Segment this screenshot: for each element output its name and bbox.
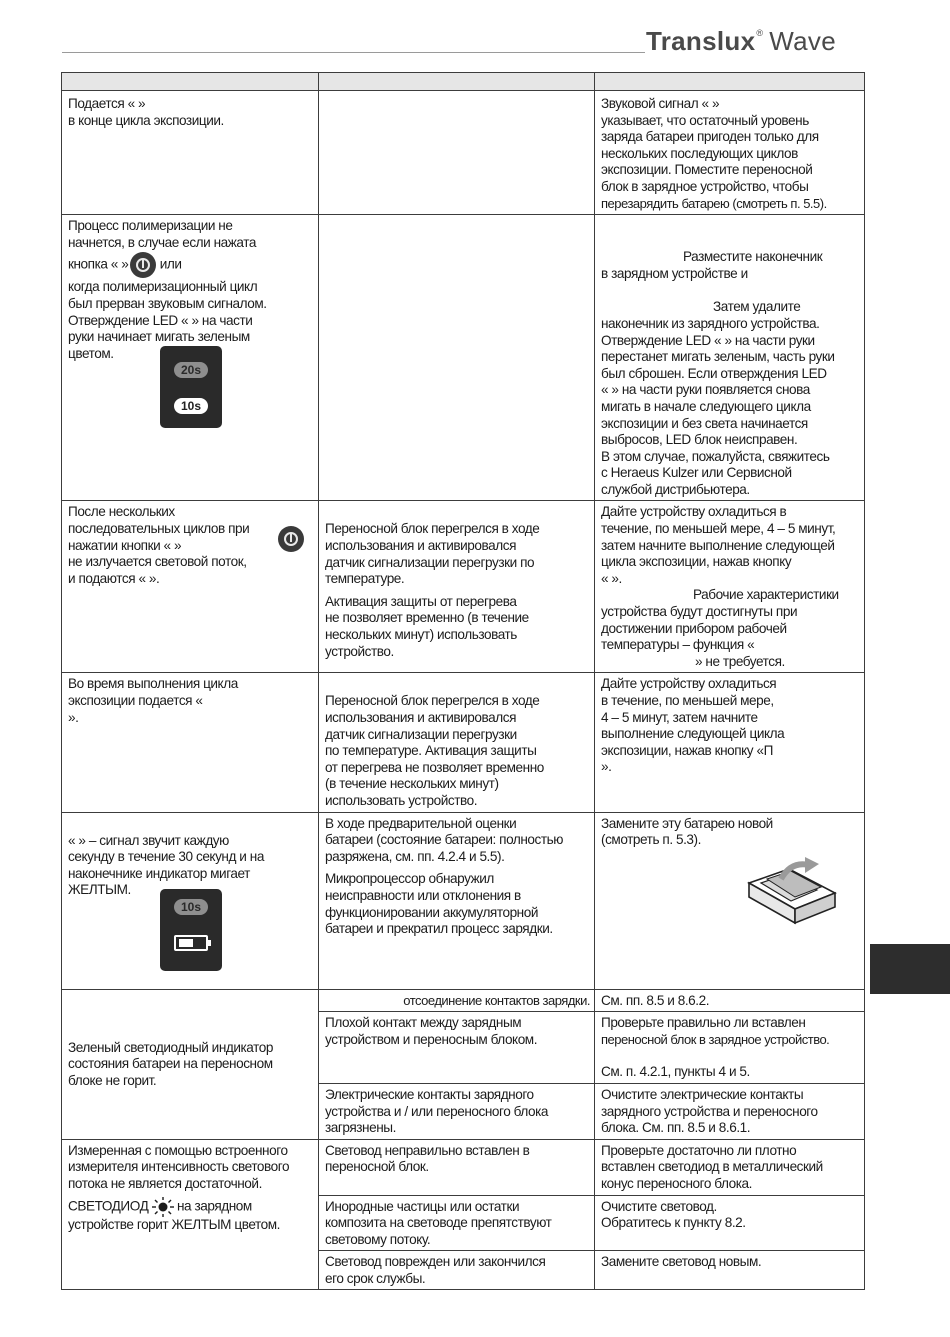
text-line: достижении прибором рабочей <box>601 620 787 636</box>
text-line: 4 – 5 минут, затем начните <box>601 709 758 725</box>
cause-cell <box>319 91 595 215</box>
text-line: экспозиции, нажав кнопку «П <box>601 742 773 758</box>
text-line: датчик сигнализации перегрузки по <box>325 554 535 570</box>
text-line: устройством и переносным блоком. <box>325 1031 538 1047</box>
text-line: его срок службы. <box>325 1270 426 1286</box>
text-line: службой дистрибьютера. <box>601 481 750 497</box>
solution-cell <box>595 91 865 215</box>
solution-cell <box>595 1251 865 1290</box>
table-row <box>62 812 865 989</box>
text-line: Инородные частицы или остатки <box>325 1198 520 1214</box>
text-line: устройство. <box>325 643 394 659</box>
cause-cell <box>319 673 595 812</box>
text-line: Очистите электрические контакты <box>601 1086 804 1102</box>
table-row <box>62 501 865 673</box>
text-line: в зарядном устройстве и <box>601 265 748 281</box>
table-row <box>62 91 865 215</box>
solution-cell <box>595 1012 865 1084</box>
text-line: нескольких минут) использовать <box>325 627 517 643</box>
text-line: экспозиции и без света начинается <box>601 415 808 431</box>
battery-replace-illustration-icon <box>747 857 839 937</box>
text-line: Разместите наконечник <box>683 249 823 265</box>
text-line: температуре. <box>325 571 405 587</box>
problem-cell <box>62 673 319 812</box>
text-line: начнется, в случае если нажата <box>68 234 256 250</box>
text-line: батареи и прекратил процесс зарядки. <box>325 921 553 937</box>
text-line: Затем удалите <box>713 299 801 315</box>
text-line: нескольких последующих циклов <box>601 145 798 161</box>
text-line: температуры – функция « <box>601 637 755 653</box>
text-line: В ходе предварительной оценки <box>325 815 517 831</box>
text-line: блоке не горит. <box>68 1072 157 1088</box>
text-line: Измеренная с помощью встроенного <box>68 1142 288 1158</box>
text-line: Обратитесь к пункту 8.2. <box>601 1215 746 1231</box>
text-line: в течение, по меньшей мере, <box>601 693 774 708</box>
problem-cell <box>62 989 319 1139</box>
cause-cell <box>319 1012 595 1084</box>
text-line: выбросов, LED блок неисправен. <box>601 432 798 448</box>
solution-cell <box>595 1195 865 1251</box>
header-cause <box>319 73 595 91</box>
text-line: Дайте устройству охладиться в <box>601 504 787 520</box>
text-line: кнопка « » <box>68 256 129 272</box>
text-line: Проверьте достаточно ли плотно <box>601 1142 797 1158</box>
text-line: датчик сигнализации перегрузки <box>325 726 517 742</box>
timer-10s-label: 10s <box>174 398 208 414</box>
text-line: устройства и / или переносного блока <box>325 1103 549 1119</box>
text-line: по температуре. Активация защиты <box>325 743 537 759</box>
cause-cell <box>319 1083 595 1139</box>
text-line: ». <box>601 759 612 775</box>
text-line: Переносной блок перегрелся в ходе <box>325 521 540 537</box>
text-line: цикла экспозиции, нажав кнопку <box>601 554 792 570</box>
text-line: Во время выполнения цикла <box>68 676 238 692</box>
text-line: переносной блок. <box>325 1159 429 1175</box>
text-line: руки начинает мигать зеленым <box>68 329 250 345</box>
text-line: разряжена, см. пп. 4.2.4 и 5.5). <box>325 848 505 864</box>
text-line: батареи (состояние батареи: полностью <box>325 832 564 848</box>
text-line: световому потоку. <box>325 1231 431 1247</box>
text-line: состояния батареи на переносном <box>68 1056 273 1072</box>
solution-cell <box>595 673 865 812</box>
text-line: устройства будут достигнуты при <box>601 604 798 620</box>
text-line: загрязнены. <box>325 1120 396 1136</box>
text-line: Микропроцессор обнаружил <box>325 871 494 887</box>
text-line: перестанет мигать зеленым, часть руки <box>601 349 835 365</box>
solution-cell <box>595 1083 865 1139</box>
text-line: композита на световоде препятствуют <box>325 1215 552 1231</box>
text-line: устройстве горит ЖЕЛТЫМ цветом. <box>68 1216 280 1232</box>
table-row <box>62 673 865 812</box>
cause-cell <box>319 989 595 1012</box>
text-line: затем начните выполнение следующей <box>601 537 835 553</box>
table-row <box>62 215 865 501</box>
text-line: Проверьте правильно ли вставлен <box>601 1015 806 1031</box>
header-problem <box>62 73 319 91</box>
text-line: зарядного устройства и переносного <box>601 1103 818 1119</box>
header-solution <box>595 73 865 91</box>
text-line: Замените световод новым. <box>601 1254 762 1270</box>
text-line: на зарядном <box>176 1198 252 1214</box>
text-line: когда полимеризационный цикл <box>68 279 258 295</box>
cause-cell <box>319 501 595 673</box>
text-line: нажатии кнопки « » <box>68 537 182 553</box>
text-line: мигать в начале следующего цикла <box>601 398 811 414</box>
text-line: Переносной блок перегрелся в ходе <box>325 693 540 709</box>
solution-cell <box>595 812 865 989</box>
text-line: Зеленый светодиодный индикатор <box>68 1039 273 1055</box>
text-line: перезарядить батарею (смотреть п. 5.5). <box>601 195 827 211</box>
text-line: цветом. <box>68 345 114 361</box>
text-line: использования и активировался <box>325 538 516 554</box>
text-line: После нескольких <box>68 504 175 520</box>
solution-cell <box>595 215 865 501</box>
text-line: « » – сигнал звучит каждую <box>68 832 229 848</box>
text-line: течение, по меньшей мере, 4 – 5 минут, <box>601 521 836 537</box>
text-line: отсоединение контактов зарядки. <box>403 992 590 1008</box>
power-button-icon <box>130 252 156 278</box>
text-line: Дайте устройству охладиться <box>601 676 777 692</box>
text-line: См. п. 4.2.1, пункты 4 и 5. <box>601 1064 750 1080</box>
text-line: был сброшен. Если отверждения LED <box>601 365 827 381</box>
header-rule <box>62 52 645 53</box>
timer-10s-label: 10s <box>174 899 208 915</box>
table-row <box>62 989 865 1012</box>
text-line <box>68 252 313 278</box>
text-line: и подаются « ». <box>68 570 160 586</box>
text-line: Очистите световод. <box>601 1198 717 1214</box>
handpiece-display-icon <box>160 346 222 428</box>
text-line: « ». <box>601 570 622 586</box>
led-sun-icon <box>152 1197 174 1217</box>
problem-cell <box>62 1139 319 1290</box>
cause-cell <box>319 812 595 989</box>
text-line <box>68 1197 313 1217</box>
brand-name: Translux <box>646 26 756 56</box>
text-line: секунду в течение 30 секунд и на <box>68 849 264 865</box>
solution-cell <box>595 501 865 673</box>
text-line: указывает, что остаточный уровень <box>601 112 809 128</box>
text-line: измерителя интенсивность светового <box>68 1159 290 1175</box>
text-line <box>68 538 313 555</box>
text-line: Плохой контакт между зарядным <box>325 1015 522 1031</box>
text-line: блока. См. пп. 8.5 и 8.6.1. <box>601 1120 751 1136</box>
text-line: Отверждение LED « » на части <box>68 312 253 328</box>
text-line: функционировании аккумуляторной <box>325 904 538 920</box>
text-line: переносной блок в зарядное устройство. <box>601 1031 830 1047</box>
text-line: блок в зарядное устройство, чтобы <box>601 178 809 194</box>
table-header-row <box>62 73 865 91</box>
text-line: Звуковой сигнал « » <box>601 96 720 111</box>
text-line: » не требуется. <box>695 653 785 669</box>
troubleshooting-table <box>61 72 865 1290</box>
text-line: Электрические контакты зарядного <box>325 1086 534 1102</box>
text-line: вставлен светодиод в металлический <box>601 1159 823 1175</box>
power-button-icon <box>278 526 304 552</box>
text-line: был прерван звуковым сигналом. <box>68 295 267 311</box>
text-line: в конце цикла экспозиции. <box>68 112 224 128</box>
solution-cell <box>595 1139 865 1195</box>
text-line: ЖЕЛТЫМ. <box>68 882 131 898</box>
text-line: выполнение следующей цикла <box>601 726 785 742</box>
text-line: не излучается световой поток, <box>68 554 247 570</box>
text-line: (в течение нескольких минут) <box>325 776 499 792</box>
chapter-tab <box>870 944 950 994</box>
text-line: Активация защиты от перегрева <box>325 593 517 609</box>
text-line: Отверждение LED « » на части руки <box>601 332 815 348</box>
cause-cell <box>319 1139 595 1195</box>
brand-suffix: Wave <box>769 26 836 56</box>
timer-20s-label: 20s <box>174 362 208 378</box>
text-line: экспозиции. Поместите переносной <box>601 162 813 178</box>
table-row <box>62 1139 865 1195</box>
text-line: последовательных циклов при <box>68 521 250 537</box>
cause-cell <box>319 1195 595 1251</box>
text-line: Световод неправильно вставлен в <box>325 1142 530 1158</box>
text-line: от перегрева не позволяет временно <box>325 759 544 775</box>
brand-logo <box>646 26 836 57</box>
cause-cell <box>319 1251 595 1290</box>
text-line: с Heraeus Kulzer или Сервисной <box>601 465 792 481</box>
problem-cell <box>62 501 319 673</box>
text-line: См. пп. 8.5 и 8.6.2. <box>601 992 710 1008</box>
text-line: Замените эту батарею новой <box>601 815 773 831</box>
text-line: СВЕТОДИОД <box>68 1198 149 1214</box>
text-line: потока не является достаточной. <box>68 1175 262 1191</box>
solution-cell <box>595 989 865 1012</box>
text-line: « » на части руки появляется снова <box>601 382 810 398</box>
problem-cell <box>62 215 319 501</box>
text-line: использования и активировался <box>325 710 516 725</box>
text-line: Световод поврежден или закончился <box>325 1254 546 1270</box>
text-line: экспозиции подается « <box>68 693 203 708</box>
text-line: наконечнике индикатор мигает <box>68 865 250 881</box>
problem-cell <box>62 91 319 215</box>
cause-cell <box>319 215 595 501</box>
text-line: использовать устройство. <box>325 792 478 808</box>
text-line: Процесс полимеризации не <box>68 218 233 234</box>
text-line: конус переносного блока. <box>601 1175 752 1191</box>
text-line: (смотреть п. 5.3). <box>601 832 701 848</box>
text-line: наконечник из зарядного устройства. <box>601 315 820 331</box>
text-line: Подается « » <box>68 96 146 111</box>
text-line: Рабочие характеристики <box>693 587 839 603</box>
text-line: не позволяет временно (в течение <box>325 610 529 626</box>
registered-mark: ® <box>756 28 764 38</box>
text-line: ». <box>68 709 79 725</box>
text-line: или <box>159 256 182 272</box>
problem-cell <box>62 812 319 989</box>
text-line: В этом случае, пожалуйста, свяжитесь <box>601 448 830 464</box>
text-line: неисправности или отклонения в <box>325 887 521 903</box>
battery-icon <box>174 935 208 951</box>
text-line: заряда батареи пригоден только для <box>601 129 819 145</box>
handpiece-display-icon <box>160 889 222 971</box>
